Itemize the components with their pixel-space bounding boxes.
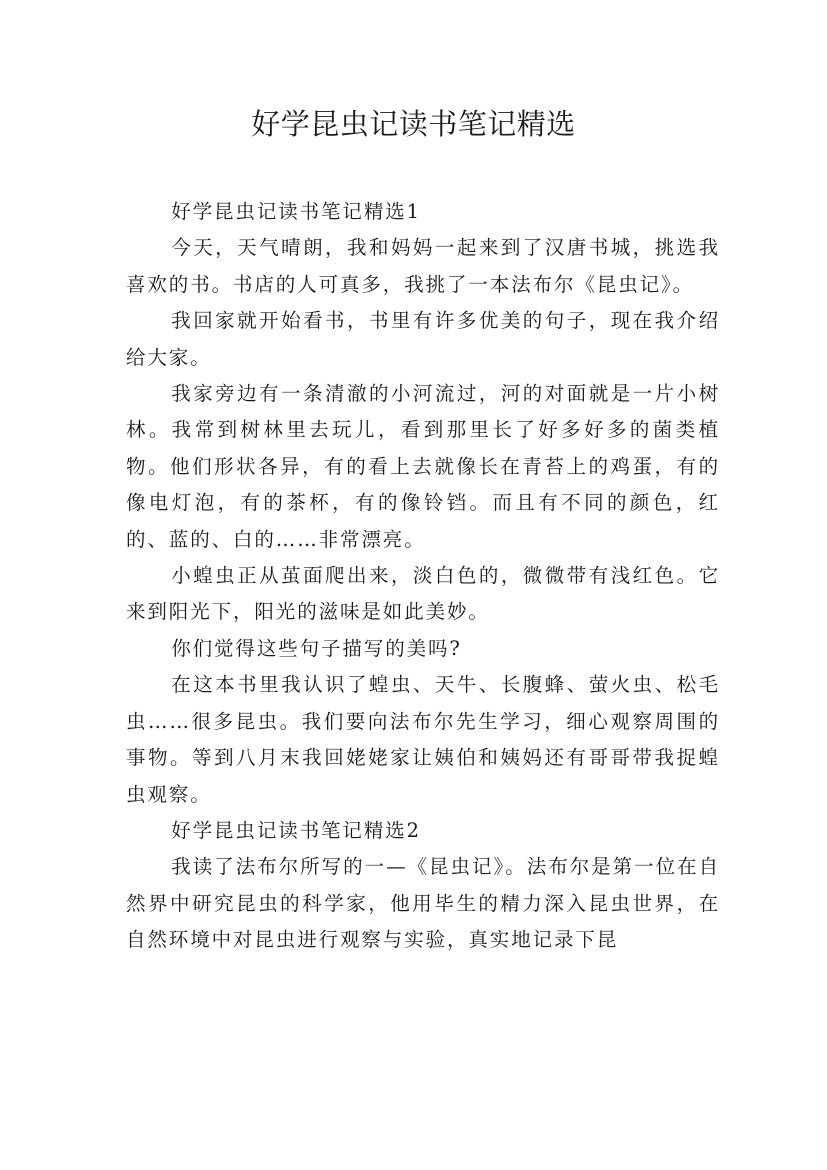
section-heading-1: 好学昆虫记读书笔记精选1 bbox=[171, 200, 421, 223]
paragraph: 在这本书里我认识了蝗虫、天牛、长腹蜂、萤火虫、松毛虫……很多昆虫。我们要向法布尔先生学习，细心观察周围的事物。等到八月末我回姥姥家让姨伯和姨妈还有哥哥带我捉蝗虫观察。 bbox=[126, 673, 720, 806]
paragraph: 我家旁边有一条清澈的小河流过，河的对面就是一片小树林。我常到树林里去玩儿，看到那里长了好多好多的菌类植物。他们形状各异，有的看上去就像长在青苔上的鸡蛋，有的像电灯泡，有的茶杯，有的像铃铛。而且有不同的颜色，红的、蓝的、白的……非常漂亮。 bbox=[126, 382, 720, 551]
section-heading-2: 好学昆虫记读书笔记精选2 bbox=[171, 818, 421, 842]
page-title: 好学昆虫记读书笔记精选 bbox=[251, 107, 576, 141]
paragraph: 小蝗虫正从茧面爬出来，淡白色的，微微带有浅红色。它来到阳光下，阳光的滋味是如此美妙。 bbox=[126, 564, 720, 624]
paragraph: 我回家就开始看书，书里有许多优美的句子，现在我介绍给大家。 bbox=[126, 309, 720, 369]
paragraph: 我读了法布尔所写的一—《昆虫记》。法布尔是第一位在自然界中研究昆虫的科学家，他用毕生的精力深入昆虫世界，在自然环境中对昆虫进行观察与实验，真实地记录下昆 bbox=[126, 855, 720, 952]
document-body bbox=[126, 194, 720, 959]
paragraph: 你们觉得这些句子描写的美吗? bbox=[171, 636, 462, 660]
paragraph: 今天，天气晴朗，我和妈妈一起来到了汉唐书城，挑选我喜欢的书。书店的人可真多，我挑了一本法布尔《昆虫记》。 bbox=[126, 236, 720, 296]
